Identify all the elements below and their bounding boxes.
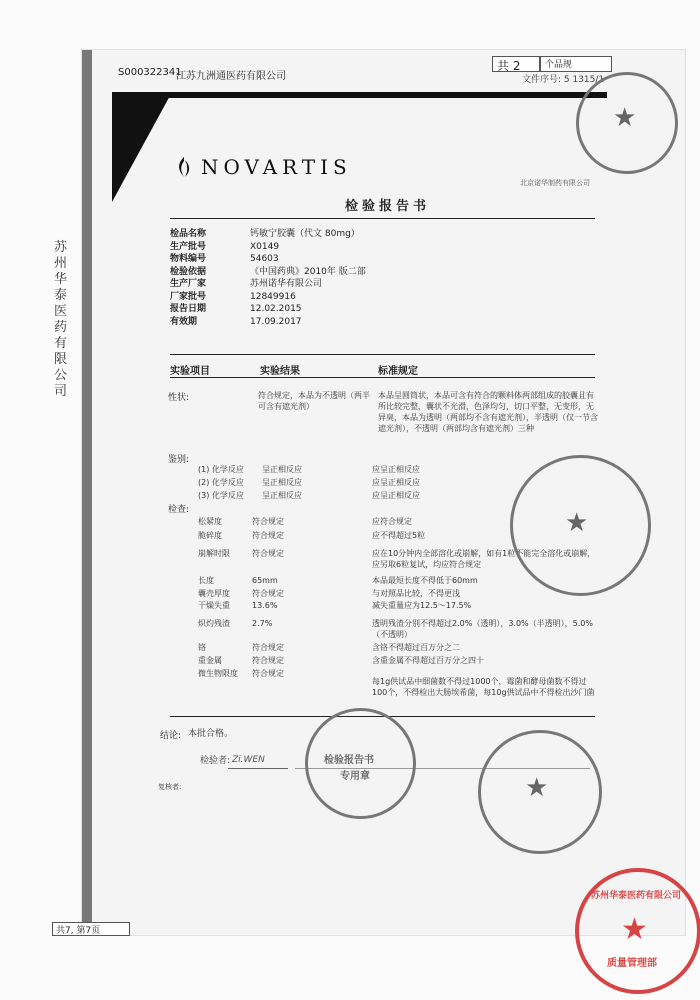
ident-label: 鉴别: (168, 455, 190, 465)
document-number: 文件序号: 5 1315/1 (522, 75, 605, 85)
traits-label: 性状: (168, 393, 190, 403)
check-result: 符合规定 (252, 669, 284, 678)
info-label: 有效期 (170, 316, 198, 327)
ident-item: (1) 化学反应 (198, 465, 244, 474)
check-result: 13.6% (252, 601, 278, 610)
star-icon: ★ (621, 912, 648, 947)
traits-result: 符合规定，本品为不透明（两半可含有遮光剂） (258, 391, 370, 411)
ident-result: 呈正相反应 (262, 491, 302, 500)
check-result: 符合规定 (252, 643, 284, 652)
stamp-bottom-text: 质量管理部 (607, 958, 657, 969)
document-id: S000322341 (118, 67, 182, 78)
check-result: 符合规定 (252, 589, 284, 598)
info-label: 生产厂家 (170, 279, 207, 289)
check-standard: 应符合规定 (372, 517, 412, 526)
info-value: 17.09.2017 (250, 316, 302, 327)
info-value: 12849916 (250, 291, 296, 302)
stamp-center-text: 检验报告书 (324, 755, 374, 766)
check-item: 重金属 (198, 656, 222, 665)
check-item: 长度 (198, 576, 214, 585)
conclusion-label: 结论: (160, 731, 182, 741)
ident-item: (2) 化学反应 (198, 478, 244, 487)
total-count-box (492, 56, 540, 72)
info-label: 检验依据 (170, 266, 207, 277)
info-value: X0149 (250, 241, 280, 252)
header-rule (170, 377, 595, 378)
column-header-standard: 标准规定 (378, 366, 418, 377)
check-item: 脆碎度 (198, 531, 222, 540)
column-header-items: 实验项目 (170, 366, 210, 377)
check-standard: 减失重量应为12.5～17.5% (372, 601, 472, 610)
ident-result: 呈正相反应 (262, 478, 302, 487)
stamp-center-text: 专用章 (340, 771, 370, 782)
total-value: 2 (512, 59, 521, 73)
beijing-company: 北京诺华制药有限公司 (520, 179, 590, 187)
check-item: 炽灼残渣 (198, 619, 230, 628)
info-value: 钙敏宁胶囊（代文 80mg） (250, 229, 360, 239)
check-item: 崩解时限 (198, 549, 230, 558)
check-item: 微生物限度 (198, 669, 238, 678)
section-rule (170, 354, 595, 355)
info-label: 报告日期 (170, 304, 207, 314)
header-black-bar (112, 92, 607, 98)
ident-standard: 应呈正相反应 (372, 478, 420, 487)
inspector-label: 检验者: (200, 756, 231, 766)
reviewer-label: 复核者: (158, 783, 182, 791)
check-standard: 应不得超过5粒 (372, 531, 426, 540)
total-label: 共 (497, 59, 510, 73)
check-standard: 与对照品比较，不得更浅 (372, 589, 460, 598)
ident-result: 呈正相反应 (262, 465, 302, 474)
side-company-text: 苏州华泰医药有限公司 (54, 240, 68, 399)
check-result: 符合规定 (252, 549, 284, 558)
stamp-center (305, 708, 416, 819)
stamp-right-middle (510, 455, 651, 596)
check-result: 2.7% (252, 619, 273, 628)
stamp-bottom-text: 苏州华泰医药有限公司 (591, 891, 682, 901)
header-black-wedge (112, 92, 172, 202)
check-item: 松紧度 (198, 517, 222, 526)
star-icon: ★ (565, 508, 589, 538)
stamp-right-lower (478, 730, 602, 854)
inspector-signature: Zi.WEN (232, 755, 265, 765)
copy-spec-box: 个品规 (540, 56, 612, 72)
check-standard: 透明残渣分别不得超过2.0%（透明），3.0%（半透明），5.0%（不透明） (372, 619, 593, 639)
ident-item: (3) 化学反应 (198, 491, 244, 500)
check-standard: 含重金属不得超过百万分之四十 (372, 656, 484, 665)
check-result: 符合规定 (252, 531, 284, 540)
novartis-flame-icon (175, 156, 193, 178)
check-standard: 每1g供试品中细菌数不得过1000个，霉菌和酵母菌数不得过100个，不得检出大肠埃希菌，每10g供试品中不得检出沙门菌 (372, 677, 595, 697)
check-label: 检查: (168, 505, 190, 515)
header-company: 江苏九洲通医药有限公司 (176, 71, 286, 82)
info-value: 《中国药典》2010年 版二部 (250, 266, 366, 277)
check-standard: 含铬不得超过百万分之二 (372, 643, 460, 652)
check-item: 囊壳厚度 (198, 589, 230, 598)
info-value: 12.02.2015 (250, 304, 302, 314)
info-label: 生产批号 (170, 241, 207, 252)
info-label: 物料编号 (170, 254, 207, 264)
info-value: 苏州诺华有限公司 (250, 279, 323, 289)
check-result: 符合规定 (252, 656, 284, 665)
traits-standard: 本品呈圆筒状，本品可含有符合的颗料体两部组成的胶囊且有所比较完整，囊状不光滑，色泽均匀，切口平整，无变形，无异臭，本品为透明（两部均不含有遮光剂），半透明（仅一节含遮光剂），不透明（两部均含有遮光剂）三种 (378, 391, 598, 433)
check-item: 铬 (198, 643, 206, 652)
stamp-bottom-right (575, 868, 700, 994)
check-standard: 本品最短长度不得低于60mm (372, 576, 478, 585)
ident-standard: 应呈正相反应 (372, 491, 420, 500)
star-icon: ★ (525, 773, 549, 803)
page-footer: 共7, 第7页 (52, 922, 130, 936)
info-value: 54603 (250, 254, 279, 264)
scan-edge-left (82, 50, 92, 935)
inspector-line (228, 768, 288, 769)
star-icon: ★ (613, 103, 637, 133)
info-label: 厂家批号 (170, 291, 207, 302)
product-info-block (170, 228, 430, 328)
check-result: 符合规定 (252, 517, 284, 526)
novartis-logo (175, 155, 352, 179)
report-title: 检验报告书 (345, 199, 431, 214)
conclusion-text: 本批合格。 (188, 729, 234, 739)
brand-name: NOVARTIS (201, 155, 352, 179)
ident-standard: 应呈正相反应 (372, 465, 420, 474)
stamp-top-right (576, 72, 678, 174)
column-header-results: 实验结果 (260, 366, 300, 377)
info-label: 检品名称 (170, 229, 207, 239)
check-standard: 应在10分钟内全部溶化或崩解，如有1粒不能完全溶化或崩解，应另取6粒复试，均应符合规定 (372, 549, 596, 569)
title-rule (170, 218, 595, 219)
check-result: 65mm (252, 576, 278, 585)
check-item: 干燥失重 (198, 601, 230, 610)
